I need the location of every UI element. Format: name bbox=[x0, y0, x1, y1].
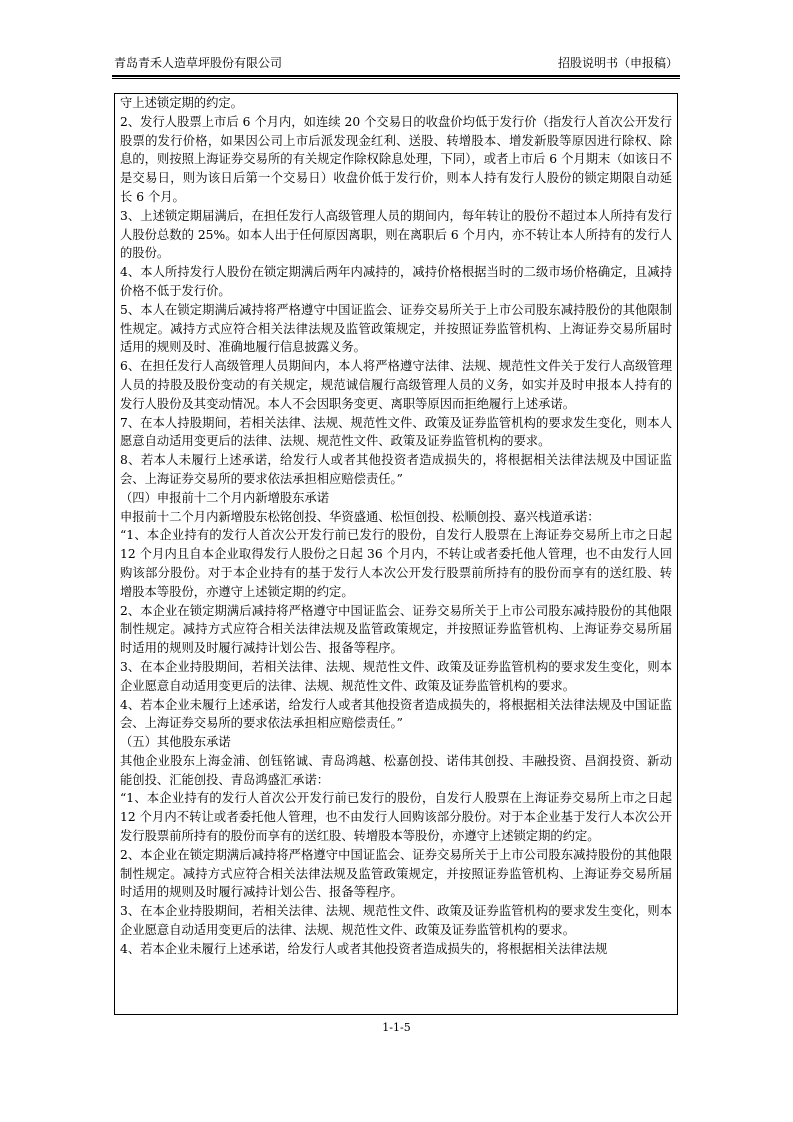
header-rule-thick bbox=[112, 75, 680, 77]
paragraph: 2、本企业在锁定期满后减持将严格遵守中国证监会、证券交易所关于上市公司股东减持股份的其他限制性规定。减持方式应符合相关法律法规及监管政策规定，并按照证券监管机构、上海证券交易所届时适用的规则及时履行减持计划公告、报备等程序。 bbox=[120, 603, 672, 656]
section-heading: （五）其他股东承诺 bbox=[120, 735, 231, 750]
paragraph: 4、本人所持发行人股份在锁定期满后两年内减持的，减持价格根据当时的二级市场价格确定，且减持价格不低于发行价。 bbox=[120, 265, 672, 298]
paragraph: 6、在担任发行人高级管理人员期间内，本人将严格遵守法律、法规、规范性文件关于发行人高级管理人员的持股及股份变动的有关规定，规范诚信履行高级管理人员的义务，如实并及时申报本人持有的发行人股份及其变动情况。本人不会因职务变更、离职等原因而拒绝履行上述承诺。 bbox=[120, 359, 672, 411]
paragraph: 7、在本人持股期间，若相关法律、法规、规范性文件、政策及证券监管机构的要求发生变化，则本人愿意自动适用变更后的法律、法规、规范性文件、政策及证券监管机构的要求。 bbox=[120, 415, 672, 449]
document-type: 招股说明书（申报稿） bbox=[557, 56, 678, 70]
paragraph: 4、若本企业未履行上述承诺，给发行人或者其他投资者造成损失的，将根据相关法律法规及中国证监会、上海证券交易所的要求依法承担相应赔偿责任。” bbox=[120, 697, 672, 731]
paragraph: 其他企业股东上海金浦、创钰铭诚、青岛鸿越、松嘉创投、诺伟其创投、丰融投资、昌润投资、新动能创投、汇能创投、青岛鸿盛汇承诺： bbox=[120, 753, 672, 787]
paragraph: 守上述锁定期的约定。 bbox=[120, 96, 243, 110]
paragraph: “1、本企业持有的发行人首次公开发行前已发行的股份，自发行人股票在上海证券交易所上市之日起 12 个月内不转让或者委托他人管理，也不由发行人回购该部分股份。对于本企业基于发行人本次公开发行股票前所持有的股份而享有的送红股、转增股本等股份，亦遵守上述锁定期的约定。 bbox=[120, 791, 672, 844]
paragraph: 2、发行人股票上市后 6 个月内，如连续 20 个交易日的收盘价均低于发行价（指发行人首次公开发行股票的发行价格，如果因公司上市后派发现金红利、送股、转增股本、增发新股等原因进行除权、除息的，则按照上海证券交易所的有关规定作除权除息处理，下同），或者上市后 6 个月期末（如该日不是交易日，则为该日后第一个交易日）收盘价低于发行价，则本人持有发行人股份的锁定期限自动延长 6 个月。 bbox=[120, 114, 672, 204]
paragraph: 4、若本企业未履行上述承诺，给发行人或者其他投资者造成损失的，将根据相关法律法规 bbox=[120, 941, 608, 956]
paragraph: 申报前十二个月内新增股东松铭创投、华资盛通、松恒创投、松顺创投、嘉兴栈道承诺： bbox=[120, 509, 600, 524]
paragraph: 3、在本企业持股期间，若相关法律、法规、规范性文件、政策及证券监管机构的要求发生变化，则本企业愿意自动适用变更后的法律、法规、规范性文件、政策及证券监管机构的要求。 bbox=[120, 659, 672, 693]
paragraph: 5、本人在锁定期满后减持将严格遵守中国证监会、证券交易所关于上市公司股东减持股份的其他限制性规定。减持方式应符合相关法律法规及监管政策规定，并按照证券监管机构、上海证券交易所届时适用的规则及时、准确地履行信息披露义务。 bbox=[120, 302, 672, 355]
header-rule-thin bbox=[112, 78, 680, 79]
paragraph: 3、上述锁定期届满后，在担任发行人高级管理人员的期间内，每年转让的股份不超过本人所持有发行人股份总数的 25%。如本人出于任何原因离职，则在离职后 6 个月内，亦不转让本人所持有的发行人的股份。 bbox=[120, 208, 672, 261]
paragraph: 8、若本人未履行上述承诺，给发行人或者其他投资者造成损失的，将根据相关法律法规及中国证监会、上海证券交易所的要求依法承担相应赔偿责任。” bbox=[120, 453, 672, 486]
paragraph: 3、在本企业持股期间，若相关法律、法规、规范性文件、政策及证券监管机构的要求发生变化，则本企业愿意自动适用变更后的法律、法规、规范性文件、政策及证券监管机构的要求。 bbox=[120, 904, 672, 938]
page-header bbox=[112, 52, 680, 74]
paragraph: “1、本企业持有的发行人首次公开发行前已发行的股份，自发行人股票在上海证券交易所上市之日起 12 个月内且自本企业取得发行人股份之日起 36 个月内，不转让或者委托他人管理，也不由发行人回购该部分股份。对于本企业持有的基于发行人本次公开发行股票前所持有的股份而享有的送红股、转增股本等股份，亦遵守上述锁定期的约定。 bbox=[120, 528, 672, 599]
paragraph: 2、本企业在锁定期满后减持将严格遵守中国证监会、证券交易所关于上市公司股东减持股份的其他限制性规定。减持方式应符合相关法律法规及监管政策规定，并按照证券监管机构、上海证券交易所届时适用的规则及时履行减持计划公告、报备等程序。 bbox=[120, 847, 672, 900]
company-name: 青岛青禾人造草坪股份有限公司 bbox=[114, 56, 283, 70]
section-heading: （四）申报前十二个月内新增股东承诺 bbox=[120, 490, 330, 505]
content-table-cell bbox=[114, 93, 678, 1015]
page-number: 1-1-5 bbox=[382, 1021, 411, 1034]
